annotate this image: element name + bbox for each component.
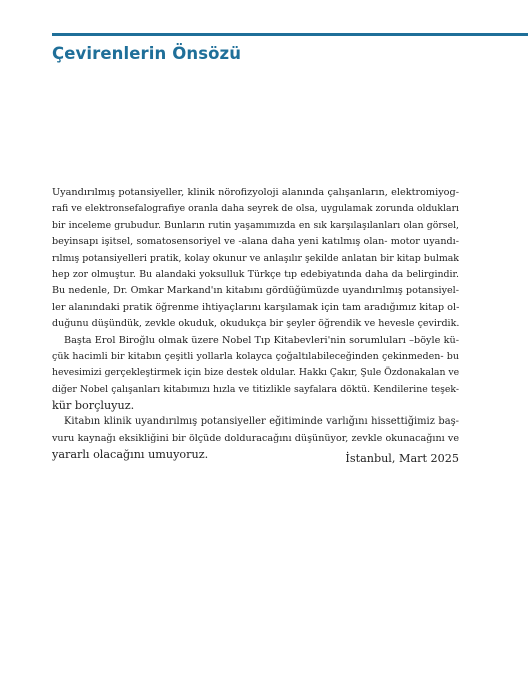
text-line: ler alanındaki pratik öğrenme ihtiyaçlarını karşılamak için tam aradığımız kitap ol- [52,301,459,313]
text-line: Kitabın klinik uyandırılmış potansiyeller eğitiminde varlığını hissettiğimiz baş- [64,416,459,428]
text-line: yararlı olacağını umuyoruz. [52,448,209,462]
text-line: Uyandırılmış potansiyeller, klinik nörofizyoloji alanında çalışanların, elektromiyog- [52,187,459,198]
text-line: Bu nedenle, Dr. Omkar Markand'ın kitabını gördüğümüzde uyandırılmış potansiyel- [52,285,459,297]
page-title: Çevirenlerin Önsözü [52,44,242,63]
text-line: Başta Erol Biroğlu olmak üzere Nobel Tıp Kitabevleri'nin sorumluları –böyle kü- [64,334,459,346]
text-line: kür borçluyuz. [52,399,135,413]
text-line: çük hacimli bir kitabın çeşitli yollarla kolayca çoğaltılabileceğinden çekinmeden- bu [52,350,459,362]
top-rule [52,33,528,36]
text-line: bir inceleme grubudur. Bunların rutin yaşamımızda en sık karşılaşılanları olan görsel, [52,219,459,231]
text-line: beyinsapı işitsel, somatosensoriyel ve -alana daha yeni katılmış olan- motor uyandı- [52,236,459,248]
text-line: hep zor olmuştur. Bu alandaki yoksulluk Türkçe tıp edebiyatında daha da belirgindir. [52,268,459,280]
preface-body [52,185,459,464]
text-line: diğer Nobel çalışanları kitabımızı hızla ve titizlikle sayfalara döktü. Kendilerine teşek- [52,383,459,395]
text-line: duğunu düşündük, zevkle okuduk, okudukça bir şeyler öğrendik ve hevesle çevirdik. [52,318,459,330]
text-line: hevesimizi gerçekleştirmek için bize destek oldular. Hakkı Çakır, Şule Özdonakalan ve [52,367,459,379]
text-line: rafi ve elektronsefalografiye oranla daha seyrek de olsa, uygulamak zorunda oldukları [52,203,459,215]
text-line: vuru kaynağı eksikliğini bir ölçüde dolduracağını düşünüyor, zevkle okunacağını ve [52,432,459,444]
place-date: İstanbul, Mart 2025 [345,452,459,465]
text-line: rılmış potansiyelleri pratik, kolay okunur ve anlaşılır şekilde anlatan bir kitap bulmak [52,252,459,264]
